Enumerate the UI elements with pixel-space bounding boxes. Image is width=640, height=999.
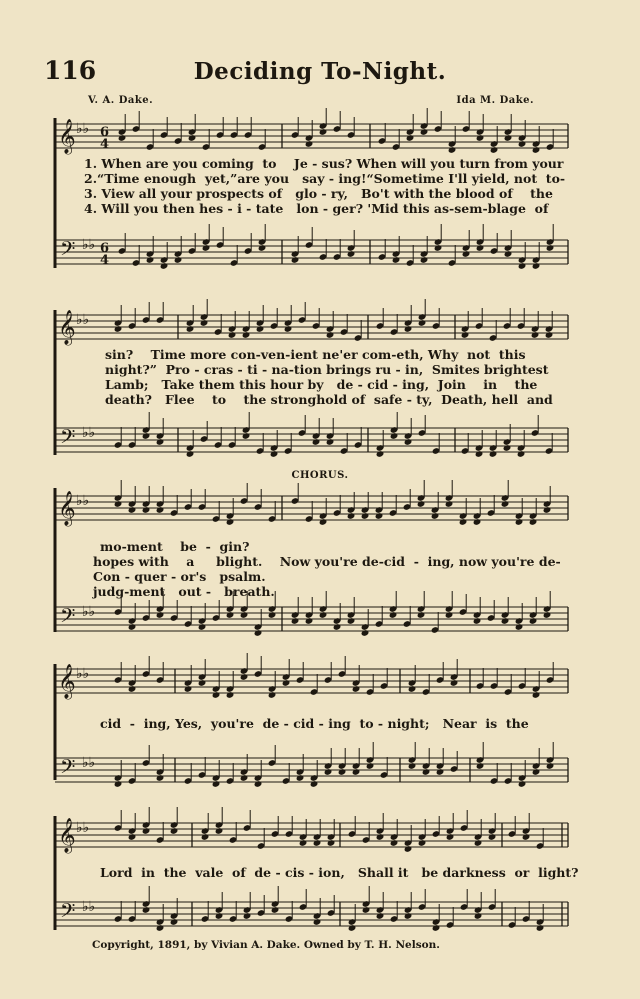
key-signature: ♭♭ — [82, 755, 96, 771]
note-head — [418, 839, 427, 847]
author-credit: Ida M. Dake. — [456, 95, 534, 106]
note-head — [461, 331, 470, 339]
lyric-line: night?” Pro - cras - ti - na-tion brings ru - in, Smites brightest — [105, 362, 549, 377]
note-head — [532, 262, 541, 270]
note-head — [228, 331, 237, 339]
lyric-line: judg-ment out - breath. — [93, 584, 275, 599]
note-head — [128, 623, 137, 631]
note-head — [242, 432, 251, 440]
note-head — [489, 450, 498, 458]
note-head — [431, 512, 440, 520]
note-head — [476, 244, 485, 252]
time-signature: 6 — [100, 125, 110, 140]
note-head — [515, 623, 524, 631]
bass-clef: 𝄢 — [60, 604, 76, 632]
note-head — [543, 611, 552, 619]
note-head — [198, 679, 207, 687]
note-head — [299, 839, 308, 847]
note-head — [118, 134, 127, 142]
note-head — [326, 331, 335, 339]
note-head — [319, 128, 328, 136]
key-signature: ♭♭ — [76, 493, 90, 509]
note-head — [536, 924, 545, 932]
note-head — [418, 319, 427, 327]
note-head — [313, 918, 322, 926]
note-head — [319, 611, 328, 619]
copyright-notice: Copyright, 1891, by Vivian A. Dake. Owned by T. H. Nelson. — [92, 939, 440, 951]
key-signature: ♭♭ — [76, 820, 90, 836]
note-head — [375, 512, 384, 520]
note-head — [142, 506, 151, 514]
note-head — [146, 256, 155, 264]
note-head — [254, 780, 263, 788]
note-head — [436, 768, 445, 776]
note-head — [434, 244, 443, 252]
note-head — [347, 512, 356, 520]
note-head — [114, 325, 123, 333]
note-head — [114, 780, 123, 788]
key-signature: ♭♭ — [76, 666, 90, 682]
note-head — [156, 611, 165, 619]
note-head — [174, 256, 183, 264]
lyric-line: cid - ing, Yes, you're de - cid - ing to - night; Near is the — [100, 716, 529, 731]
note-head — [240, 774, 249, 782]
note-head — [517, 450, 526, 458]
note-head — [475, 450, 484, 458]
note-head — [184, 685, 193, 693]
note-head — [474, 839, 483, 847]
note-head — [226, 691, 235, 699]
lyric-line: hopes with a blight. Now you're de-cid - ing, now you're de- — [93, 554, 561, 569]
lyric-line: death? Flee to the stronghold of safe - ty, Death, hell and — [105, 392, 553, 407]
note-head — [529, 518, 538, 526]
note-head — [291, 256, 300, 264]
note-head — [352, 768, 361, 776]
note-head — [268, 611, 277, 619]
note-head — [408, 762, 417, 770]
note-head — [504, 134, 513, 142]
note-head — [450, 679, 459, 687]
note-head — [243, 912, 252, 920]
note-head — [128, 506, 137, 514]
note-head — [142, 906, 151, 914]
lyric-line: 2.“Time enough yet,”are you say - ing!“Sometime I'll yield, not to- — [84, 171, 566, 186]
note-head — [476, 762, 485, 770]
note-head — [515, 518, 524, 526]
note-head — [305, 140, 314, 148]
time-signature: 4 — [100, 137, 110, 152]
note-head — [142, 827, 151, 835]
note-head — [362, 906, 371, 914]
note-head — [338, 768, 347, 776]
note-head — [445, 500, 454, 508]
note-head — [186, 325, 195, 333]
note-head — [361, 512, 370, 520]
note-head — [404, 325, 413, 333]
note-head — [476, 134, 485, 142]
note-head — [333, 623, 342, 631]
note-head — [408, 685, 417, 693]
lyric-line: Lord in the vale of de - cis - ion, Shall it be darkness or light? — [100, 865, 579, 880]
note-head — [390, 432, 399, 440]
note-head — [242, 331, 251, 339]
note-head — [240, 673, 249, 681]
note-head — [310, 780, 319, 788]
note-head — [361, 629, 370, 637]
note-head — [522, 833, 531, 841]
note-head — [254, 629, 263, 637]
note-head — [186, 450, 195, 458]
time-signature: 4 — [100, 253, 110, 268]
treble-clef: 𝄞 — [58, 491, 76, 526]
note-head — [531, 331, 540, 339]
note-head — [503, 444, 512, 452]
note-head — [532, 691, 541, 699]
note-head — [256, 325, 265, 333]
note-head — [546, 244, 555, 252]
note-head — [212, 691, 221, 699]
note-head — [313, 839, 322, 847]
key-signature: ♭♭ — [82, 899, 96, 915]
lyric-line: Lamb; Take them this hour by de - cid - ing, Join in the — [105, 377, 538, 392]
lyric-line: mo-ment be - gin? — [100, 539, 250, 554]
treble-clef: 𝄞 — [58, 119, 76, 154]
note-head — [296, 774, 305, 782]
note-head — [312, 438, 321, 446]
bass-clef: 𝄢 — [60, 755, 76, 783]
key-signature: ♭♭ — [76, 312, 90, 328]
note-head — [518, 780, 527, 788]
note-head — [390, 839, 399, 847]
note-head — [170, 827, 179, 835]
note-head — [376, 450, 385, 458]
note-head — [543, 506, 552, 514]
note-head — [448, 146, 457, 154]
bass-clef: 𝄢 — [60, 899, 76, 927]
note-head — [226, 518, 235, 526]
note-head — [422, 768, 431, 776]
note-head — [529, 617, 538, 625]
time-signature: 6 — [100, 241, 110, 256]
treble-clef: 𝄞 — [58, 664, 76, 699]
note-head — [417, 500, 426, 508]
note-head — [142, 432, 151, 440]
note-head — [114, 500, 123, 508]
note-head — [327, 839, 336, 847]
note-head — [545, 331, 554, 339]
note-head — [305, 617, 314, 625]
note-head — [420, 256, 429, 264]
note-head — [347, 250, 356, 258]
lyric-line: Con - quer - or's psalm. — [93, 569, 266, 584]
note-head — [156, 506, 165, 514]
note-head — [215, 912, 224, 920]
note-head — [201, 833, 210, 841]
note-head — [156, 924, 165, 932]
note-head — [473, 518, 482, 526]
note-head — [347, 617, 356, 625]
note-head — [170, 918, 179, 926]
lyric-line: 3. View all your prospects of glo - ry, Bo't with the blood of the — [84, 186, 553, 201]
note-head — [445, 611, 454, 619]
note-head — [352, 685, 361, 693]
key-signature: ♭♭ — [82, 237, 96, 253]
note-head — [156, 774, 165, 782]
note-head — [532, 146, 541, 154]
hymn-title: Deciding To-Night. — [193, 58, 447, 85]
note-head — [366, 762, 375, 770]
note-head — [258, 244, 267, 252]
note-head — [473, 617, 482, 625]
note-head — [200, 319, 209, 327]
note-head — [406, 134, 415, 142]
note-head — [268, 691, 277, 699]
note-head — [404, 912, 413, 920]
note-head — [518, 140, 527, 148]
note-head — [474, 912, 483, 920]
note-head — [392, 256, 401, 264]
note-head — [376, 912, 385, 920]
note-head — [504, 250, 513, 258]
note-head — [348, 924, 357, 932]
note-head — [188, 134, 197, 142]
note-head — [501, 617, 510, 625]
note-head — [324, 768, 333, 776]
treble-clef: 𝄞 — [58, 818, 76, 853]
note-head — [215, 827, 224, 835]
key-signature: ♭♭ — [82, 425, 96, 441]
note-head — [202, 244, 211, 252]
note-head — [501, 500, 510, 508]
note-head — [271, 906, 280, 914]
note-head — [404, 845, 413, 853]
note-head — [546, 762, 555, 770]
bass-clef: 𝄢 — [60, 425, 76, 453]
note-head — [462, 250, 471, 258]
key-signature: ♭♭ — [76, 121, 90, 137]
lyric-line: sin? Time more con-ven-ient ne'er com-eth, Why not this — [105, 347, 526, 362]
note-head — [490, 146, 499, 154]
composer-credit: V. A. Dake. — [88, 95, 154, 106]
note-head — [160, 262, 169, 270]
note-head — [326, 438, 335, 446]
note-head — [128, 685, 137, 693]
key-signature: ♭♭ — [82, 604, 96, 620]
note-head — [284, 325, 293, 333]
note-head — [282, 679, 291, 687]
note-head — [376, 833, 385, 841]
note-head — [198, 623, 207, 631]
chorus-label: CHORUS. — [291, 470, 349, 481]
note-head — [417, 611, 426, 619]
note-head — [459, 518, 468, 526]
treble-clef: 𝄞 — [58, 310, 76, 345]
note-head — [319, 518, 328, 526]
note-head — [420, 128, 429, 136]
note-head — [240, 611, 249, 619]
note-head — [226, 611, 235, 619]
note-head — [432, 924, 441, 932]
note-head — [156, 438, 165, 446]
note-head — [518, 262, 527, 270]
note-head — [488, 833, 497, 841]
note-head — [291, 617, 300, 625]
lyric-line: 4. Will you then hes - i - tate lon - ger? 'Mid this as-sem-blage of — [84, 201, 549, 216]
hymn-number: 116 — [44, 56, 97, 85]
note-head — [389, 611, 398, 619]
lyric-line: 1. When are you coming to Je - sus? When will you turn from your — [84, 156, 564, 171]
note-head — [446, 833, 455, 841]
note-head — [212, 780, 221, 788]
note-head — [270, 450, 279, 458]
note-head — [128, 833, 137, 841]
bass-clef: 𝄢 — [60, 237, 76, 265]
note-head — [404, 438, 413, 446]
note-head — [532, 768, 541, 776]
